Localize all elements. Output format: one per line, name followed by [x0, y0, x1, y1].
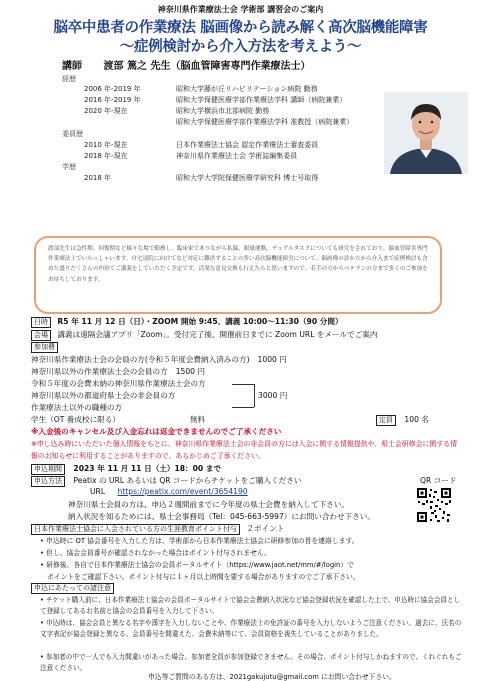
lecturer-portrait-image: [384, 92, 468, 174]
apply-note: • 参加者の中で一人でも入力間違いがあった場合、参加者全員が参加登録できません。その場合、ポイント付与しかねますので、くれぐれもご注意ください。: [40, 653, 462, 672]
bracket-line: [232, 384, 254, 385]
cancel-note: ※入金後のキャンセル及び入金忘れは返金できませんのでご了承ください: [31, 427, 282, 436]
bracket-line: [232, 407, 254, 408]
fee-amount-group: 3000 円: [258, 391, 288, 400]
fee-row: 神奈川県以外の作業療法士会の会員の方 1500 円: [31, 367, 206, 376]
title-line-2: ～症例検討から介入方法を考えよう～: [119, 39, 362, 55]
capacity-label: 定員: [376, 415, 396, 426]
contact-line: 申込等ご質問のある方は、2021gakujutu@gmail.com にお問い合わせ下さい。: [148, 673, 396, 681]
career-row: 2020 年-現在 昭和大学横浜市北部病院 勤務: [84, 107, 270, 115]
capacity-value: 100 名: [404, 415, 429, 424]
points-label: 日本作業療法士協会に入会されている方の生涯教育ポイント付与: [31, 524, 240, 535]
url-row: URL https://peatix.com/event/3654190: [90, 487, 248, 496]
qr-code-icon: [416, 487, 452, 523]
apply-label: 申込にあたっての諸注意: [31, 583, 114, 594]
peatix-link[interactable]: https://peatix.com/event/3654190: [117, 487, 248, 496]
degree-label: 学歴: [62, 163, 76, 171]
fee-label: 参加費: [31, 342, 58, 353]
apply-note: • 申込時は、協会会員と異なる名字や漢字を入力しないことや、作業療法士の免許証の番号を入力しないようご注意ください。過去に、氏名の文字表記が協会登録と異なる、会員番号を間違えた、会費未納等にて、会員資格を喪失していることがありました。: [40, 619, 462, 638]
apply-note: • チケット購入前に、日本作業療法士協会の会員ポータルサイトで協会会費納入状況など協会登録状況を確認した上で、申込時に協会会員として登録してあるお名前と協会の会員番号を入力して下さい。: [40, 596, 461, 615]
career-row: 2006 年-2019 年 昭和大学藤が丘リハビリテーション病院 勤務: [84, 85, 318, 93]
points-item: • 但し、協会会員番号が確認されなかった場合はポイント付与されません。: [40, 549, 271, 557]
fee-row: 令和５年度の会費未納の神奈川県作業療法士会の方: [31, 379, 206, 388]
committee-label: 委員歴: [62, 130, 83, 138]
points-row: [31, 523, 284, 535]
points-item: • 申込時に OT 協会番号を入力した方は、学術部から日本作業療法士協会に研修参加の旨を連絡します。: [40, 537, 359, 545]
venue-value: 講義は遠隔会議アプリ「Zoom」。受付完了後、開催前日までに Zoom URL をメールでご案内: [57, 330, 378, 339]
career-label: 経歴: [62, 75, 76, 83]
method-row: [31, 475, 301, 487]
degree-row: 2018 年 昭和大学大学院保健医療学研究科 博士号取得: [84, 174, 319, 182]
lecturer-photo: [384, 92, 468, 174]
date-row: [31, 316, 343, 328]
bio-box: [34, 236, 442, 314]
apply-label-row: [31, 583, 114, 594]
bracket-line: [254, 384, 255, 407]
career-row: 2016 年-2019 年 昭和大学保健医療学部作業療法学科 講師（病院兼業）: [84, 96, 347, 104]
fee-row: 作業療法士以外の職種の方: [31, 403, 123, 412]
fee-row: 神奈川県作業療法士会の会員の方(令和５年度会費納入済みの方) 1000 円: [31, 355, 287, 364]
fee-label-row: [31, 342, 58, 353]
venue-row: [31, 329, 377, 341]
committee-row: 2010 年-現在 日本作業療法士協会 認定作業療法士審査委員: [84, 141, 319, 149]
date-value: R5 年 11 月 12 日（日）・ZOOM 開始 9:45、講義 10:00～11:30（90 分間）: [57, 317, 343, 326]
capacity-row: [376, 414, 429, 426]
deadline-row: [31, 463, 221, 475]
method-text: Peatix の URL あるいは QR コードからチケットをご購入ください: [73, 476, 302, 485]
career-row: 昭和大学保健医療学部作業療法学科 准教授（病院兼業）: [176, 118, 354, 126]
method-note-2: 納入状況を知るためには、県士会事務局（Tel：045-663-5997）にお問い合わせ下さい。: [68, 512, 375, 521]
qr-code[interactable]: [416, 487, 452, 523]
qr-label: QR コード: [420, 476, 457, 485]
lecturer-role: 講師: [62, 61, 82, 72]
method-label: 申込方法: [31, 476, 65, 487]
title-line-1: 脳卒中患者の作業療法 脳画像から読み解く高次脳機能障害: [53, 20, 428, 36]
date-label: 日時: [31, 317, 51, 328]
venue-label: 会場: [31, 330, 51, 341]
fee-row: 神奈川県以外の都道府県士会の非会員の方: [31, 391, 176, 400]
privacy-note: ※申し込み時にいただいた個人情報をもとに、神奈川県作業療法士会の非会員の方には入会に関する情報提供や、県士会研修会に関する情報のお知らせに利用することがありますので、あらかじめご了承ください。: [31, 440, 457, 460]
lecturer: [62, 57, 310, 72]
deadline-label: 申込期間: [31, 464, 65, 475]
points-value: ２ポイント: [246, 524, 285, 533]
bio-text: 渡部先生は急性期、回復期など様々な場で勤務し、臨床家でありながら私脳、眼球運動、デュアルタスクについても研究をされており、脳血管障害専門作業療法士でいらっしゃいます。自宅退院に向けてなど対応に難渋することの多い高次脳機能障害について、脳画像の診かたから介入まで症例検討も含めた盛りだくさんの内容でご講義をしていただく予定です。活発な意見交換も行えたらと思いますので、若手の方からベテランの方まで多くのご参加をお待ちしております。: [48, 246, 428, 283]
deadline-value: 2023 年 11 月 11 日（土）18：00 まで: [73, 464, 222, 473]
method-note-1: 神奈川県士会員の方は、申込２週間前までに今年度の県士会費を納入して下さい。: [68, 500, 349, 509]
points-item: • 研修後、各自で日本作業療法士協会の会員ポータルサイト（https://www.jaot.net/mm/#/login）で: [40, 561, 354, 569]
fee-row: 学生（OT 養成校に限る） 無料: [31, 415, 206, 424]
lecturer-name: 渡部 篤之 先生（脳血管障害専門作業療法士）: [103, 61, 311, 72]
points-item: ポイントをご確認下さい。ポイント付与に１ヶ月以上時間を要する場合がありますのでご了承下さい。: [47, 573, 360, 581]
organization-line: 神奈川県作業療法士会 学術部 講習会のご案内: [157, 5, 324, 14]
committee-row: 2018 年-現在 神奈川県作業療法士会 学術誌編集委員: [84, 152, 298, 160]
